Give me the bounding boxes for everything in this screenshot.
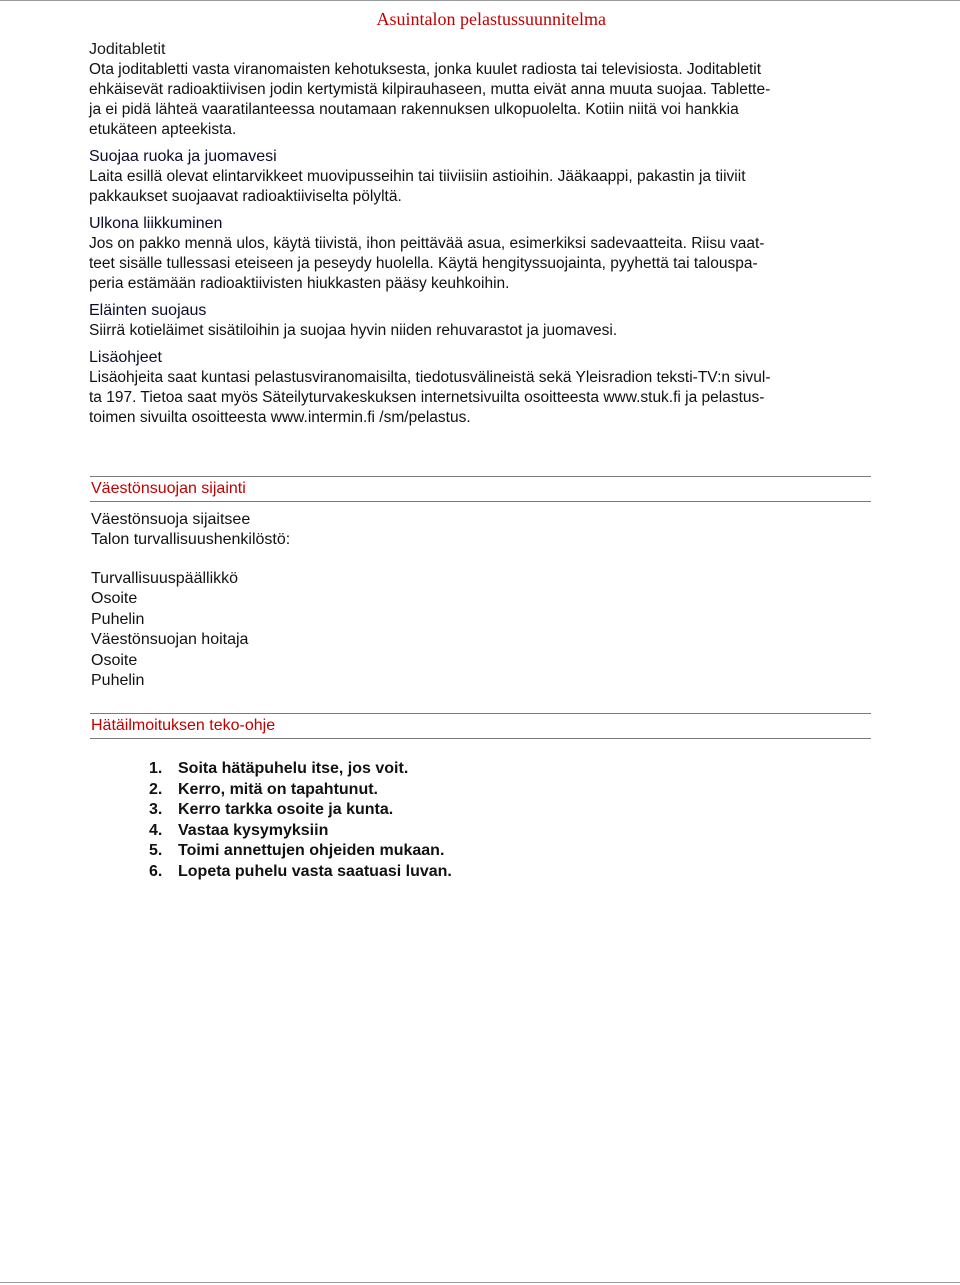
step-number: 5.	[149, 842, 163, 859]
step-item	[149, 821, 452, 842]
step-number: 6.	[149, 862, 163, 880]
text-line: teet sisälle tullessasi eteiseen ja peseydy huolella. Käytä hengityssuojainta, pyyhettä tai talouspa-	[89, 255, 758, 272]
section-elainten-suojaus	[89, 301, 879, 341]
document-body	[89, 40, 879, 435]
section-heading: Ulkona liikkuminen	[89, 215, 223, 232]
section-ulkona-liikkuminen	[89, 214, 879, 294]
divider-line	[90, 476, 871, 477]
step-text: Lopeta puhelu vasta saatuasi luvan.	[178, 862, 452, 880]
section-joditabletit	[89, 40, 879, 140]
text-line: pakkaukset suojaavat radioaktiiviselta pölyltä.	[89, 188, 402, 205]
section-text	[89, 167, 879, 207]
step-item	[149, 759, 452, 780]
document-header-title: Asuintalon pelastussuunnitelma	[376, 9, 606, 29]
field-phone: Puhelin	[91, 611, 145, 628]
step-item	[149, 841, 452, 862]
text-line: etukäteen apteekista.	[89, 121, 237, 138]
step-text: Vastaa kysymyksiin	[178, 821, 329, 839]
page-bottom-border	[0, 1282, 960, 1283]
step-text: Kerro tarkka osoite ja kunta.	[178, 801, 394, 818]
step-text: Soita hätäpuhelu itse, jos voit.	[178, 760, 409, 777]
shelter-location-label: Väestönsuoja sijaitsee	[91, 511, 251, 528]
field-address: Osoite	[91, 590, 138, 607]
step-number: 4.	[149, 821, 163, 839]
step-number: 2.	[149, 780, 163, 798]
field-safety-manager: Turvallisuuspäällikkö	[91, 570, 239, 587]
section-heading: Eläinten suojaus	[89, 302, 207, 319]
section-heading: Lisäohjeet	[89, 349, 162, 366]
section-suojaa-ruoka	[89, 147, 879, 207]
section-text	[89, 321, 879, 341]
field-shelter-keeper: Väestönsuojan hoitaja	[91, 631, 249, 648]
step-text: Toimi annettujen ohjeiden mukaan.	[178, 842, 445, 859]
divider-line	[90, 501, 871, 502]
divider-line	[90, 738, 871, 739]
text-line: ehkäisevät radioaktiivisen jodin kertymistä kilpirauhaseen, mutta eivät anna muuta suojaa. Tablette-	[89, 81, 771, 98]
section-lisaohjeet	[89, 348, 879, 428]
text-line: peria estämään radioaktiivisten hiukkasten pääsy keuhkoihin.	[89, 275, 510, 292]
text-line: ta 197. Tietoa saat myös Säteilyturvakeskuksen internetsivuilta osoitteesta www.stuk.fi ja pelastus-	[89, 389, 765, 406]
step-item	[149, 800, 452, 821]
text-line: toimen sivuilta osoitteesta www.intermin.fi /sm/pelastus.	[89, 409, 471, 426]
divider-line	[90, 713, 871, 714]
text-line: Ota joditabletti vasta viranomaisten kehotuksesta, jonka kuulet radiosta tai televisiosta. Joditabletit	[89, 61, 762, 78]
text-line: Siirrä kotieläimet sisätiloihin ja suojaa hyvin niiden rehuvarastot ja juomavesi.	[89, 322, 618, 339]
text-line: Laita esillä olevat elintarvikkeet muovipusseihin tai tiiviisiin astioihin. Jääkaappi, pakastin ja tiiviit	[89, 168, 746, 185]
section-text	[89, 234, 879, 294]
section-text	[89, 368, 879, 428]
step-item	[149, 862, 452, 883]
step-number: 3.	[149, 801, 163, 818]
section-heading: Joditabletit	[89, 41, 166, 58]
shelter-staff-label: Talon turvallisuushenkilöstö:	[91, 531, 291, 548]
section-heading: Suojaa ruoka ja juomavesi	[89, 148, 277, 165]
section-text	[89, 60, 879, 140]
step-number: 1.	[149, 760, 163, 777]
step-text: Kerro, mitä on tapahtunut.	[178, 780, 378, 798]
text-line: Lisäohjeita saat kuntasi pelastusviranomaisilta, tiedotusvälineistä sekä Yleisradion teksti-TV:n sivul-	[89, 369, 771, 386]
emergency-steps-list	[149, 759, 452, 882]
shelter-section-title: Väestönsuojan sijainti	[91, 480, 246, 497]
field-address: Osoite	[91, 652, 138, 669]
text-line: ja ei pidä lähteä vaaratilanteessa noutamaan rakennuksen ulkopuolelta. Kotiin niitä voi hankkia	[89, 101, 739, 118]
field-phone: Puhelin	[91, 672, 145, 689]
text-line: Jos on pakko mennä ulos, käytä tiivistä, ihon peittävää asua, esimerkiksi sadevaatteita. Riisu vaat-	[89, 235, 765, 252]
step-item	[149, 780, 452, 801]
emergency-section-title: Hätäilmoituksen teko-ohje	[91, 717, 276, 734]
page-top-border	[0, 0, 960, 1]
